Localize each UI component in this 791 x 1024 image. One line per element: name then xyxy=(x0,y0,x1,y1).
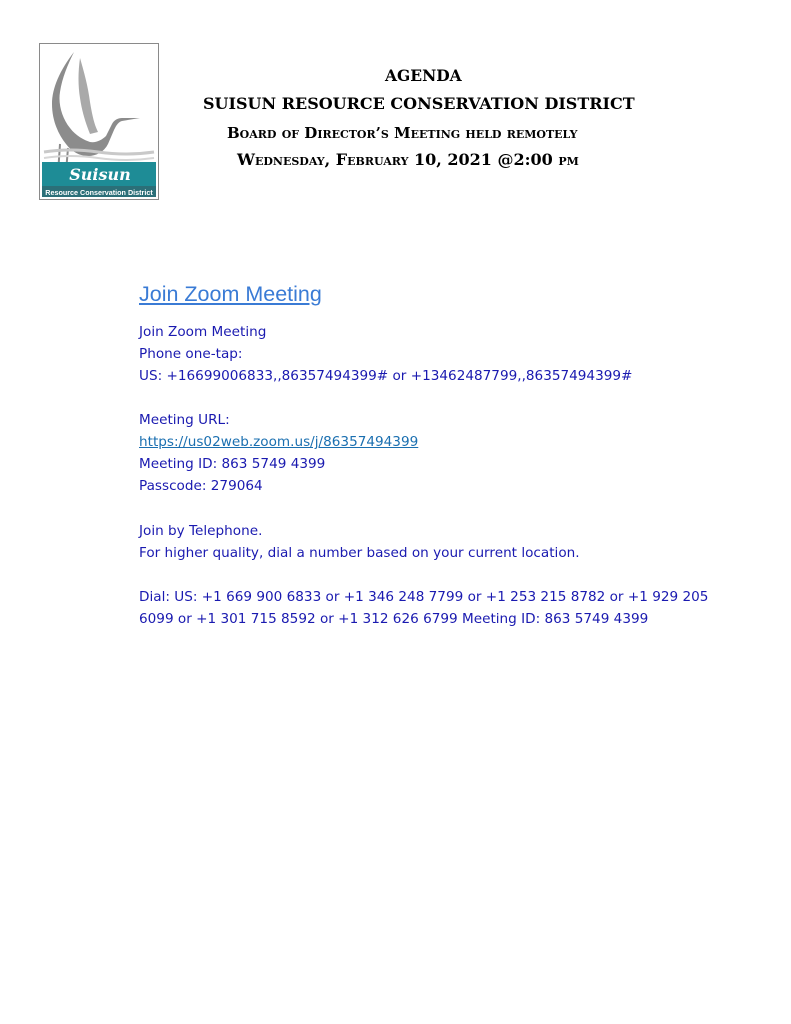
meeting-url-link[interactable]: https://us02web.zoom.us/j/86357494399 xyxy=(139,434,419,450)
dial-numbers: Dial: US: +1 669 900 6833 or +1 346 248 7799 or +1 253 215 8782 or +1 929 205 6099 or +1 301 715 8592 or +1 312 626 6799 Meeting ID: 863 5749 4399 xyxy=(139,589,709,627)
join-zoom-link[interactable]: Join Zoom Meeting xyxy=(139,282,322,306)
join-by-telephone: Join by Telephone. xyxy=(139,523,263,539)
district-logo xyxy=(39,43,159,200)
agenda-title: AGENDA xyxy=(385,66,462,85)
district-name: SUISUN RESOURCE CONSERVATION DISTRICT xyxy=(203,94,635,113)
meeting-type: Board of Director’s Meeting held remotely xyxy=(227,124,578,142)
phone-one-tap-label: Phone one-tap: xyxy=(139,346,243,362)
heron-logo-graphic xyxy=(40,44,158,199)
logo-subtitle: Resource Conservation District xyxy=(45,188,153,197)
meeting-date: Wednesday, February 10, 2021 @2:00 pm xyxy=(237,150,579,169)
meeting-id: Meeting ID: 863 5749 4399 xyxy=(139,456,326,472)
passcode: Passcode: 279064 xyxy=(139,478,263,494)
meeting-url-label: Meeting URL: xyxy=(139,412,230,428)
telephone-note: For higher quality, dial a number based on your current location. xyxy=(139,545,580,561)
join-zoom-text: Join Zoom Meeting xyxy=(139,324,267,340)
logo-name: Suisun xyxy=(69,165,131,184)
phone-one-tap-numbers: US: +16699006833,,86357494399# or +13462487799,,86357494399# xyxy=(139,368,633,384)
heron-icon xyxy=(52,52,140,156)
